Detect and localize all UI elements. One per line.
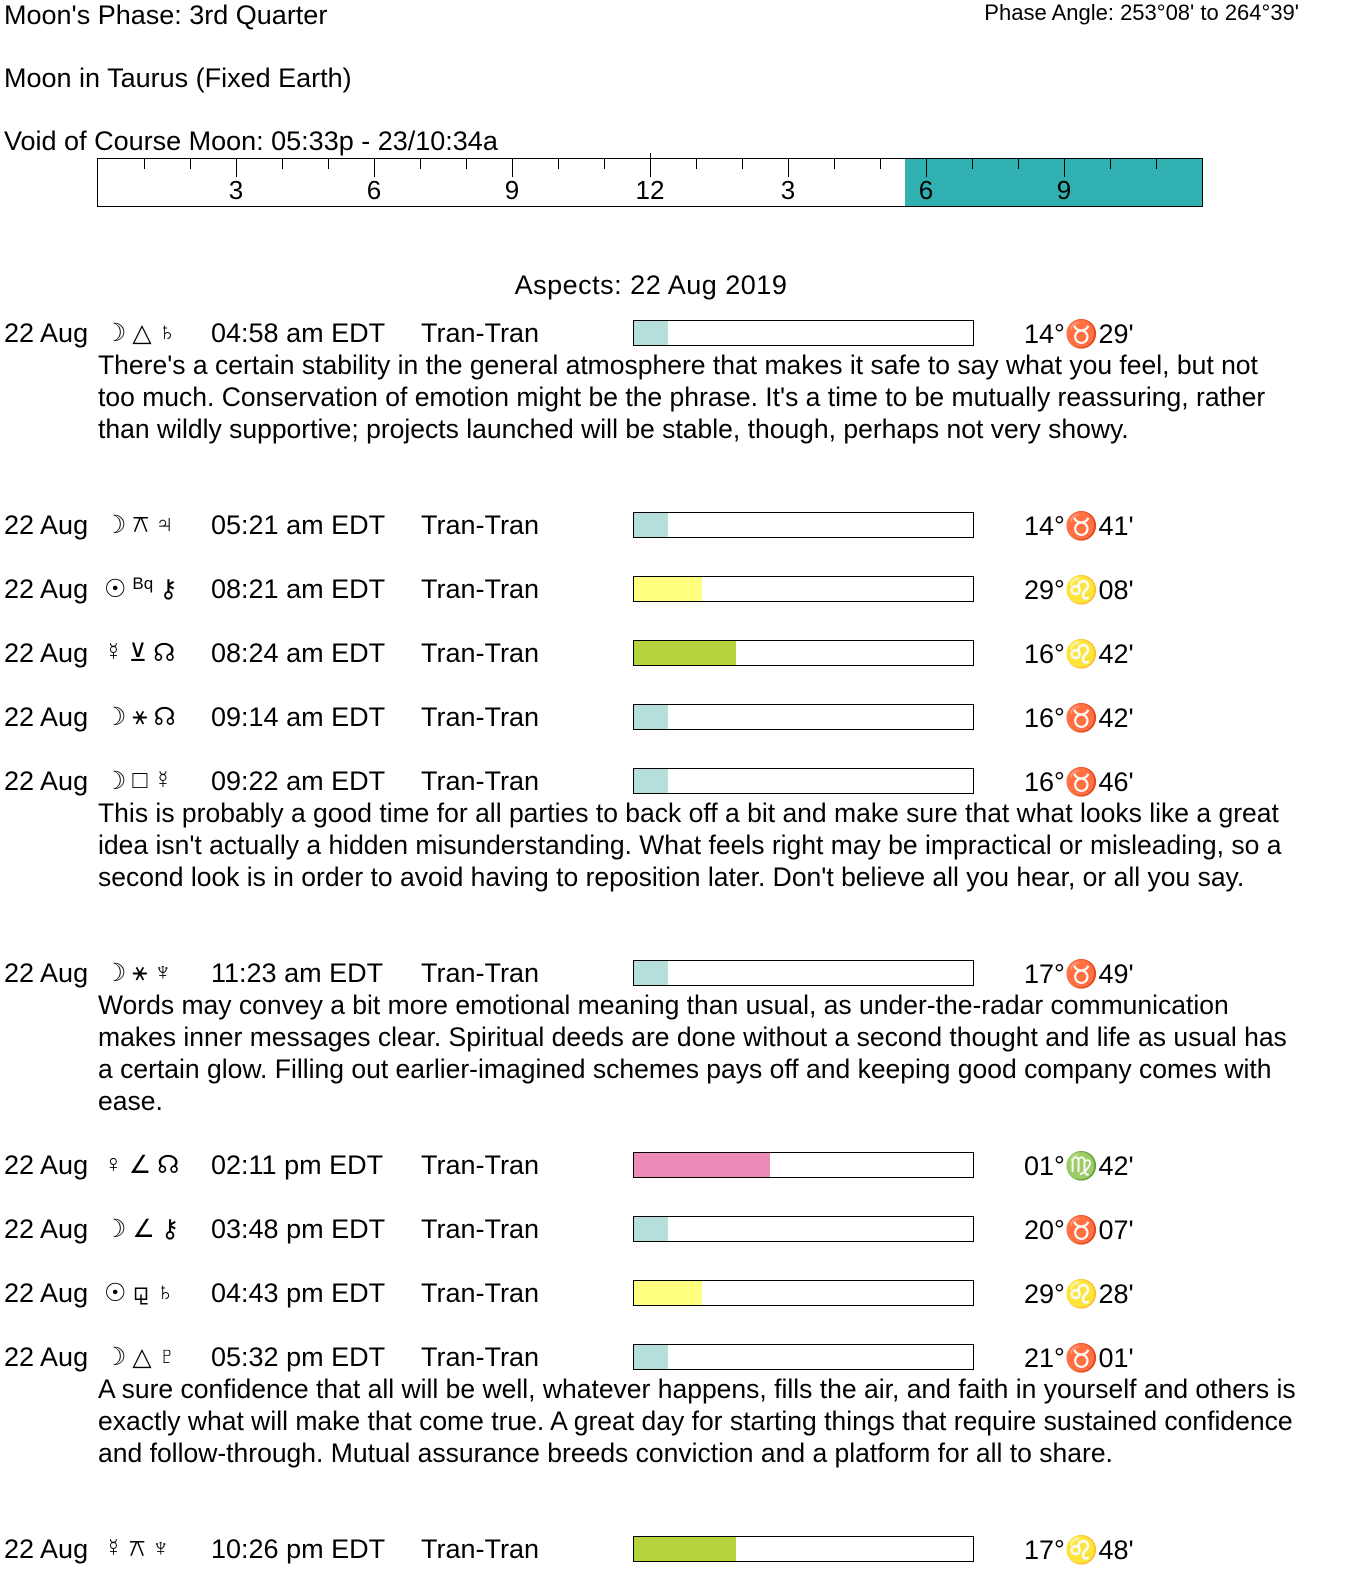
mercury-icon: ☿ [153,766,173,794]
aspect-date: 22 Aug [4,766,89,796]
aspect-glyphs [104,766,199,796]
aspect-time: 04:58 am EDT [211,318,386,348]
aspect-time: 08:24 am EDT [211,638,386,668]
noon-marker [650,153,651,173]
aspect-strength-fill [634,513,668,537]
aspect-strength-fill [634,705,668,729]
aspect-date: 22 Aug [4,1278,89,1308]
aspect-date: 22 Aug [4,510,89,540]
aspect-row [0,958,1357,992]
north-node-icon: ☊ [153,703,176,731]
aspect-glyphs [104,638,199,668]
aspect-glyphs [104,318,199,348]
aspect-strength-fill [634,321,668,345]
semisquare-icon: ∠ [132,1215,155,1243]
timeline-hour-label: 3 [228,175,244,205]
moon-icon: ☽ [104,1343,127,1371]
aspect-strength-bar [633,576,974,602]
aspect-row [0,1278,1357,1312]
aspect-glyphs [104,1534,199,1563]
square-icon: □ [132,766,148,794]
pluto-icon: ♇ [157,1342,177,1370]
aspect-glyphs [104,958,199,988]
aspect-strength-fill [634,1281,702,1305]
aspect-strength-fill [634,961,668,985]
aspect-position: 29°♌08' [1024,575,1134,605]
timeline-tick [466,159,467,169]
neptune-icon: ♆ [153,958,173,986]
aspect-row [0,574,1357,608]
aspect-strength-fill [634,769,668,793]
aspect-row [0,766,1357,800]
aspect-position: 20°♉07' [1024,1215,1134,1245]
phase-angle: Phase Angle: 253°08' to 264°39' [984,0,1299,25]
sesquiquadrate-icon: ⚼ [132,1278,150,1306]
timeline-tick [834,159,835,169]
aspect-glyphs [104,1150,199,1180]
aspect-time: 02:11 pm EDT [211,1150,384,1180]
timeline-hour-label: 9 [504,175,520,205]
aspect-time: 09:22 am EDT [211,766,386,796]
aspect-kind: Tran-Tran [421,574,540,604]
aspect-strength-fill [634,577,702,601]
saturn-icon: ♄ [155,1278,175,1306]
aspect-kind: Tran-Tran [421,1214,540,1244]
timeline-hour-label: 6 [366,175,382,205]
timeline-tick [742,159,743,169]
aspect-date: 22 Aug [4,1150,89,1180]
chiron-icon: ⚷ [160,1215,180,1243]
aspect-time: 03:48 pm EDT [211,1214,386,1244]
aspect-kind: Tran-Tran [421,318,540,348]
aspect-description: Words may convey a bit more emotional meaning than usual, as under-the-radar communication makes inner messages clear. Spiritual deeds are done without a second thought and life as usual has a certain glow. Filling out earlier-imagined schemes pays off and keeping good company comes with ease. [98,990,1287,1116]
chiron-icon: ⚷ [159,575,178,603]
timeline-hour-label: 12 [635,175,665,205]
moon-icon: ☽ [104,511,127,539]
mercury-icon: ☿ [104,638,123,666]
aspect-row [0,1150,1357,1184]
timeline-tick [1018,159,1019,169]
quincunx-icon: ⚻ [132,510,150,538]
aspect-kind: Tran-Tran [421,702,540,732]
aspect-strength-bar [633,1536,974,1562]
aspect-date: 22 Aug [4,1342,89,1372]
north-node-icon: ☊ [153,639,176,667]
moon-icon: ☽ [104,767,127,795]
aspect-strength-bar [633,704,974,730]
aspect-position: 16°♌42' [1024,639,1134,669]
timeline-tick [696,159,697,169]
aspects-title: Aspects: 22 Aug 2019 [514,270,788,300]
sun-icon: ☉ [104,1279,127,1307]
aspect-date: 22 Aug [4,574,89,604]
aspect-kind: Tran-Tran [421,958,540,988]
aspect-date: 22 Aug [4,638,89,668]
aspect-position: 16°♉46' [1024,767,1134,797]
saturn-icon: ♄ [157,318,177,346]
aspect-description: There's a certain stability in the general atmosphere that makes it safe to say what you feel, but not too much. Conservation of emotion might be the phrase. It's a time to be mutually reassuring, rather than wildly supportive; projects launched will be stable, though, perhaps not very showy. [98,350,1266,444]
aspect-strength-bar [633,1280,974,1306]
timeline-hour-label: 9 [1056,175,1072,205]
sun-icon: ☉ [104,575,127,603]
sextile-icon: ⚹ [132,958,148,986]
aspect-position: 16°♉42' [1024,703,1134,733]
jupiter-icon: ♃ [155,510,174,538]
timeline-tick [880,159,881,169]
aspect-kind: Tran-Tran [421,766,540,796]
aspect-time: 09:14 am EDT [211,702,386,732]
aspect-time: 08:21 am EDT [211,574,386,604]
aspect-row [0,318,1357,352]
sextile-icon: ⚹ [132,702,148,730]
aspect-glyphs [104,1214,199,1244]
trine-icon: △ [132,319,152,347]
trine-icon: △ [132,1343,152,1371]
quincunx-icon: ⚻ [128,1534,146,1562]
mercury-icon: ☿ [104,1534,123,1562]
moon-icon: ☽ [104,319,127,347]
aspect-strength-fill [634,1345,668,1369]
aspect-strength-bar [633,320,974,346]
aspect-row [0,638,1357,672]
aspect-strength-fill [634,1537,736,1561]
timeline-tick [420,159,421,169]
aspect-position: 14°♉29' [1024,319,1134,349]
aspect-position: 14°♉41' [1024,511,1134,541]
aspect-position: 17°♌48' [1024,1535,1134,1565]
moon-icon: ☽ [104,703,127,731]
aspect-date: 22 Aug [4,318,89,348]
aspect-kind: Tran-Tran [421,1278,540,1308]
timeline-tick [328,159,329,169]
timeline-tick [190,159,191,169]
timeline-tick [972,159,973,169]
aspect-strength-bar [633,640,974,666]
timeline-tick [604,159,605,169]
timeline-tick [558,159,559,169]
aspect-time: 11:23 am EDT [211,958,384,988]
aspect-row [0,1214,1357,1248]
aspect-glyphs [104,1342,199,1372]
aspect-strength-fill [634,1153,770,1177]
aspect-strength-bar [633,1152,974,1178]
aspect-date: 22 Aug [4,958,89,988]
aspect-glyphs [104,574,199,604]
moon-phase: Moon's Phase: 3rd Quarter [4,0,328,30]
aspect-strength-fill [634,641,736,665]
aspect-row [0,702,1357,736]
biquintile-icon: Bq [132,574,154,593]
aspect-time: 10:26 pm EDT [211,1534,386,1564]
neptune-icon: ♆ [151,1534,171,1562]
moon-icon: ☽ [104,1215,127,1243]
aspect-date: 22 Aug [4,1534,89,1564]
void-of-course: Void of Course Moon: 05:33p - 23/10:34a [4,126,498,156]
aspect-time: 05:21 am EDT [211,510,386,540]
semisquare-icon: ∠ [128,1151,152,1179]
aspect-kind: Tran-Tran [421,1342,540,1372]
aspect-strength-bar [633,512,974,538]
aspect-position: 29°♌28' [1024,1279,1134,1309]
aspect-description: A sure confidence that all will be well, whatever happens, fills the air, and faith in yourself and others is exactly what will make that come true. A great day for starting things that require sustained confidence and follow-through. Mutual assurance breeds conviction and a platform for all to share. [98,1374,1296,1468]
aspect-glyphs [104,702,199,732]
aspect-row [0,1342,1357,1376]
aspect-kind: Tran-Tran [421,638,540,668]
aspect-position: 17°♉49' [1024,959,1134,989]
aspect-time: 04:43 pm EDT [211,1278,386,1308]
aspect-strength-bar [633,960,974,986]
aspect-kind: Tran-Tran [421,1534,540,1564]
timeline-tick [144,159,145,169]
aspect-date: 22 Aug [4,702,89,732]
aspect-date: 22 Aug [4,1214,89,1244]
aspect-row [0,510,1357,544]
aspect-position: 21°♉01' [1024,1343,1134,1373]
aspect-kind: Tran-Tran [421,510,540,540]
aspect-glyphs [104,510,199,540]
aspect-strength-bar [633,1344,974,1370]
semisextile-icon: ⊻ [128,639,148,667]
aspect-kind: Tran-Tran [421,1150,540,1180]
aspect-row [0,1534,1357,1568]
aspect-glyphs [104,1278,199,1308]
aspect-strength-fill [634,1217,668,1241]
north-node-icon: ☊ [157,1151,180,1179]
timeline-tick [1156,159,1157,169]
timeline-tick [282,159,283,169]
moon-icon: ☽ [104,959,127,987]
timeline-hour-label: 6 [918,175,934,205]
moon-sign: Moon in Taurus (Fixed Earth) [4,63,352,93]
aspect-strength-bar [633,1216,974,1242]
timeline-tick [1110,159,1111,169]
aspect-strength-bar [633,768,974,794]
aspect-description: This is probably a good time for all parties to back off a bit and make sure that what looks like a great idea isn't actually a hidden misunderstanding. What feels right may be impractical or misleading, so a second look is in order to avoid having to reposition later. Don't believe all you hear, or all you say. [98,798,1282,892]
aspect-position: 01°♍42' [1024,1151,1134,1181]
void-period-band [905,159,1202,206]
aspect-time: 05:32 pm EDT [211,1342,386,1372]
venus-icon: ♀ [104,1150,123,1178]
timeline-hour-label: 3 [780,175,796,205]
